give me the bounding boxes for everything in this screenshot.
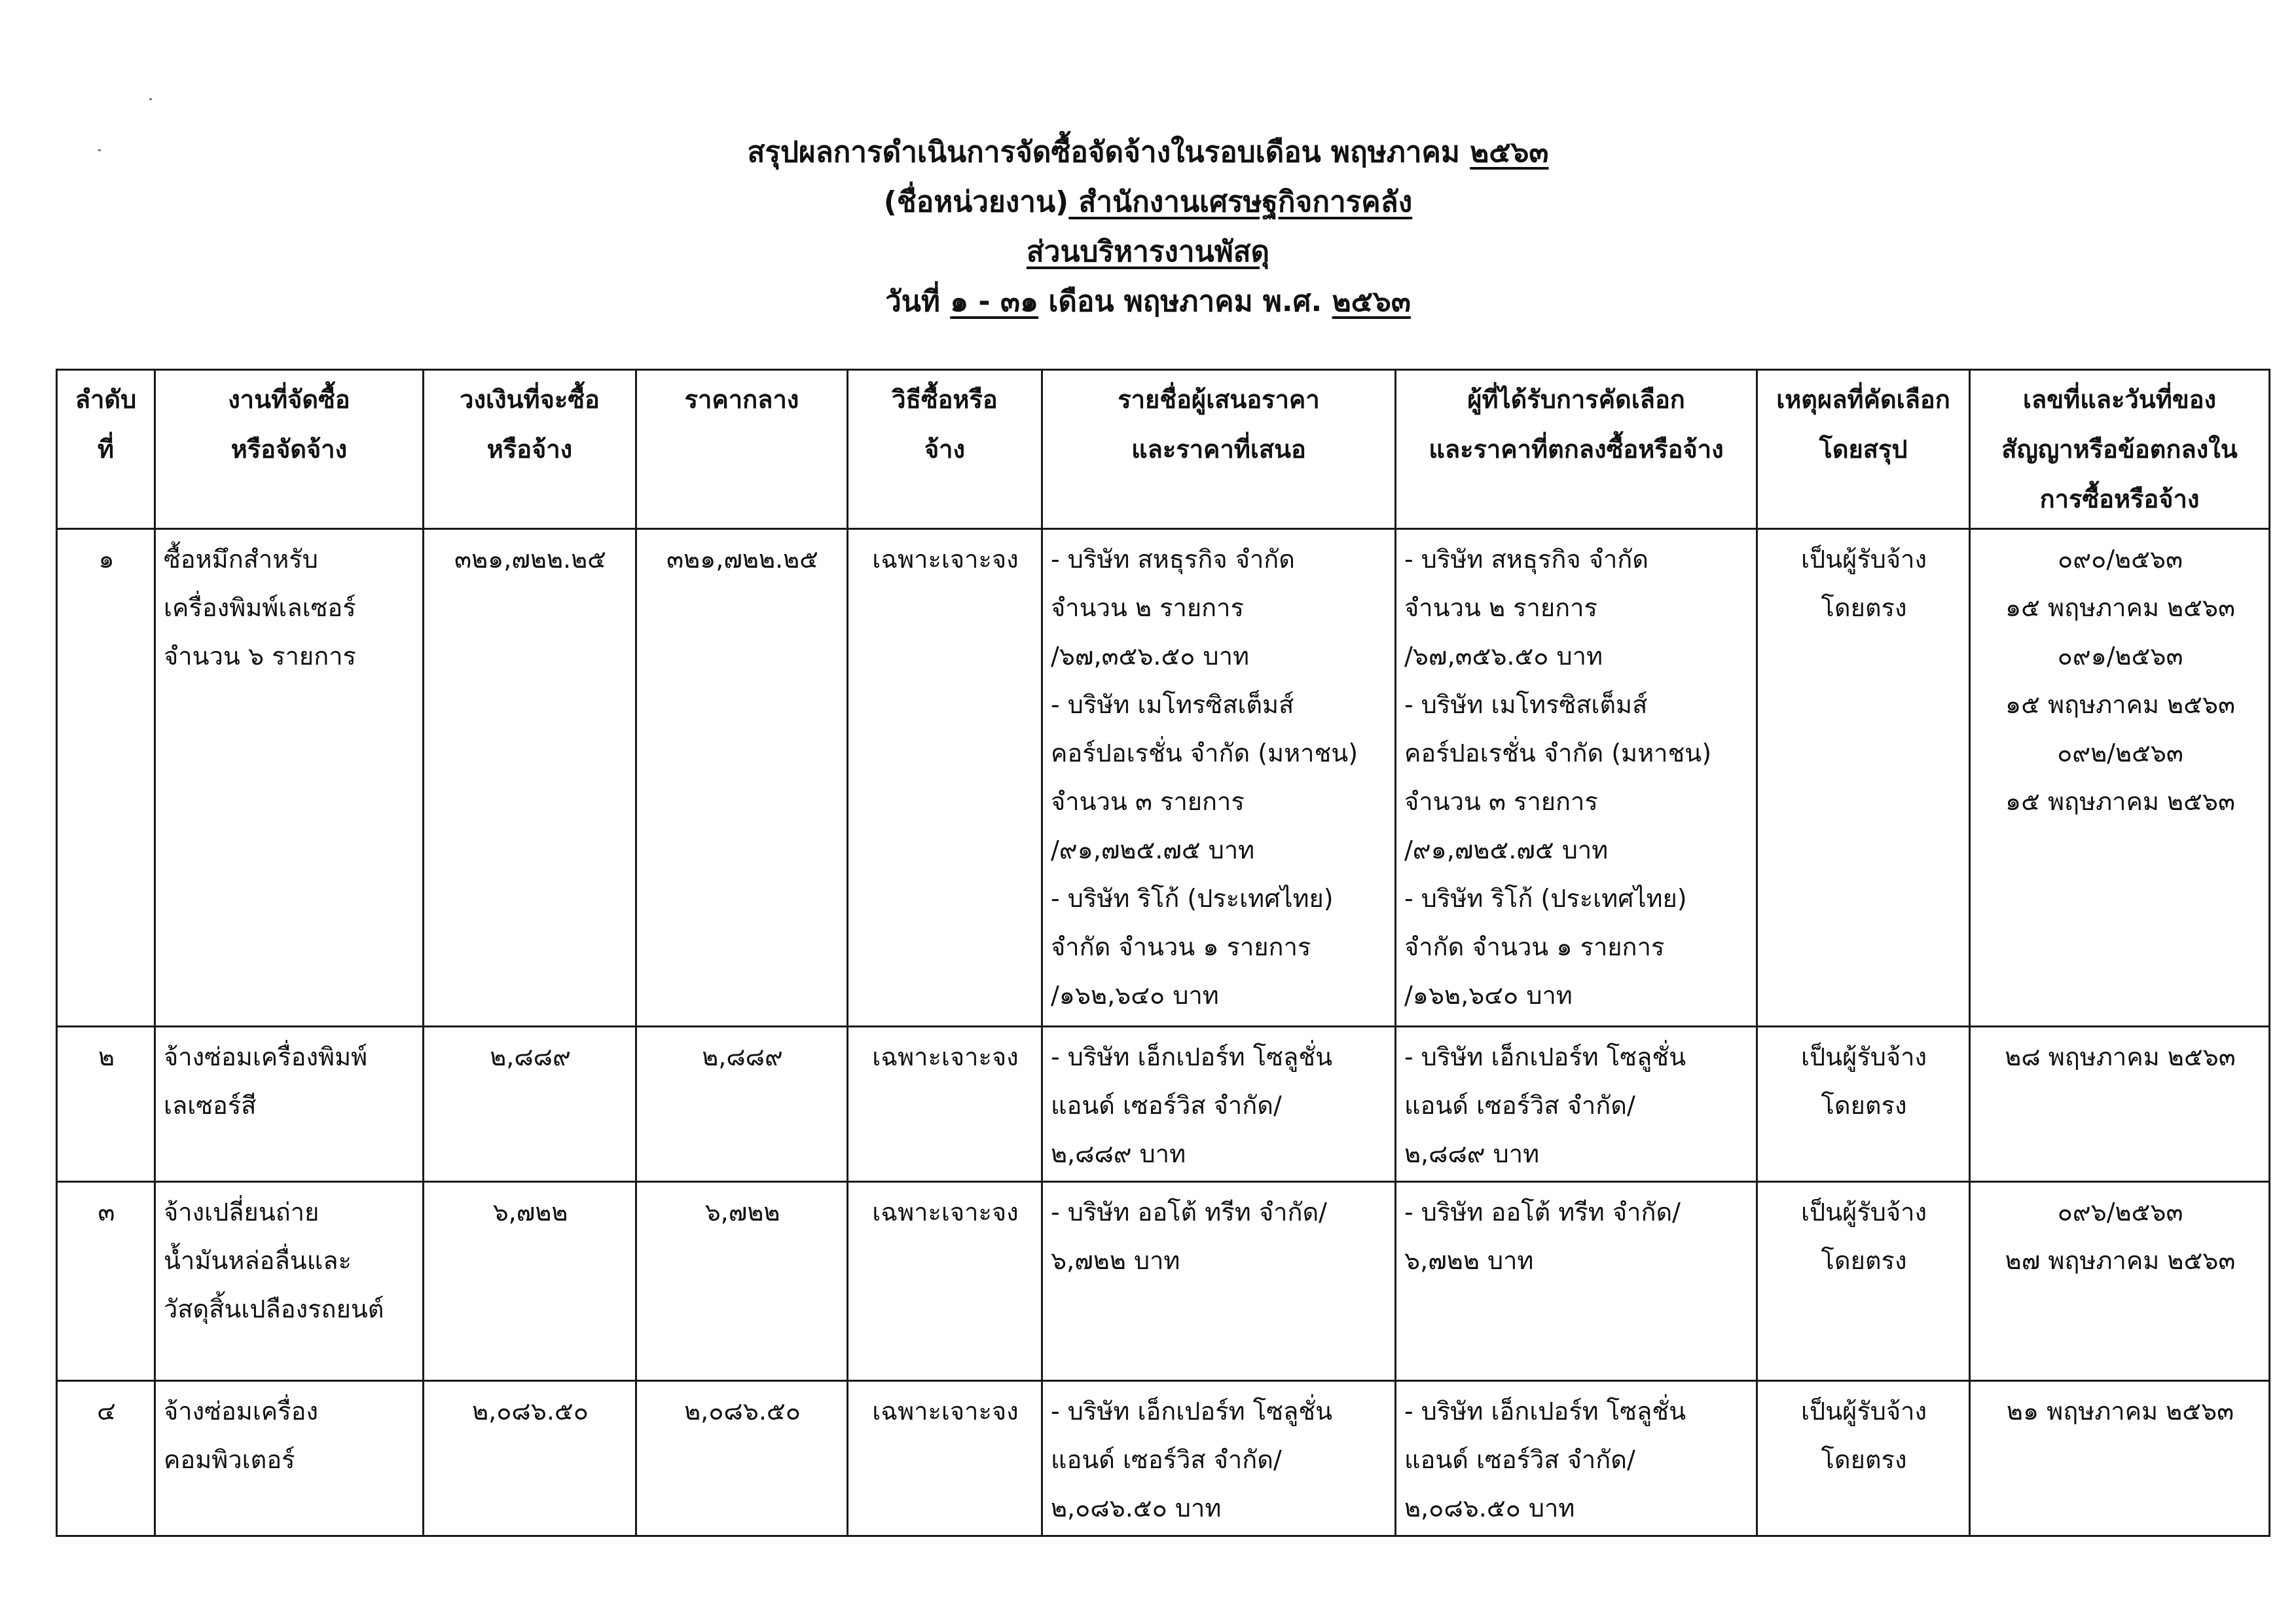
row-contract (1970, 1182, 2270, 1381)
cell-line: ซื้อหมึกสำหรับ (164, 545, 318, 574)
header-line: เลขที่และวันที่ของ (2022, 385, 2217, 414)
cell-line: คอร์ปอเรชั่น จำกัด (มหาชน) (1051, 739, 1358, 767)
date-year: ๒๕๖๓ (1332, 285, 1411, 318)
date-label: วันที่ (885, 285, 951, 318)
row-no: ๑ (57, 529, 155, 1027)
row-method: เฉพาะเจาะจง (848, 1182, 1042, 1381)
table-row (57, 1182, 2270, 1381)
header-line: รายชื่อผู้เสนอราคา (1118, 385, 1320, 414)
header-budget (424, 370, 636, 529)
row-reason (1757, 529, 1970, 1027)
cell-line: /๙๑,๗๒๕.๗๕ บาท (1051, 836, 1255, 864)
row-method: เฉพาะเจาะจง (848, 1027, 1042, 1182)
header-line: หรือจ้าง (486, 435, 573, 464)
header-row (57, 370, 2270, 529)
cell-line: - บริษัท ริโก้ (ประเทศไทย) (1051, 884, 1334, 913)
cell-line: ๒,๘๘๙ บาท (1051, 1139, 1186, 1168)
cell-line: - บริษัท เอ็กเปอร์ท โซลูชั่น (1404, 1397, 1686, 1426)
cell-line: - บริษัท เอ็กเปอร์ท โซลูชั่น (1051, 1043, 1333, 1071)
row-budget: ๒,๐๘๖.๕๐ (424, 1381, 636, 1536)
cell-line: ๐๙๑/๒๕๖๓ (2057, 642, 2183, 671)
cell-line: แอนด์ เซอร์วิส จำกัด/ (1404, 1445, 1635, 1474)
cell-line: - บริษัท ออโต้ ทรีท จำกัด/ (1051, 1198, 1327, 1227)
cell-line: แอนด์ เซอร์วิส จำกัด/ (1051, 1091, 1282, 1120)
agency-name: สำนักงานเศรษฐกิจการคลัง (1068, 185, 1413, 219)
cell-line: ๒๑ พฤษภาคม ๒๕๖๓ (2006, 1397, 2234, 1426)
row-bidders (1042, 1381, 1396, 1536)
row-bidders (1042, 1027, 1396, 1182)
division-name: ส่วนบริหารงานพัสดุ (1026, 235, 1270, 268)
cell-line: จำนวน ๒ รายการ (1404, 593, 1597, 622)
cell-line: จำกัด จำนวน ๑ รายการ (1051, 932, 1311, 961)
cell-line: โดยตรง (1821, 1445, 1907, 1474)
cell-line: จำนวน ๓ รายการ (1404, 787, 1598, 816)
header-line: วิธีซื้อหรือ (892, 385, 998, 414)
title-line-1 (0, 128, 2296, 177)
table-row (57, 1381, 2270, 1536)
row-method: เฉพาะเจาะจง (848, 1381, 1042, 1536)
cell-line: /๖๗,๓๕๖.๕๐ บาท (1051, 642, 1250, 671)
row-reason (1757, 1182, 1970, 1381)
row-winner (1396, 1027, 1757, 1182)
row-item (155, 1381, 424, 1536)
cell-line: /๖๗,๓๕๖.๕๐ บาท (1404, 642, 1603, 671)
header-bidders (1042, 370, 1396, 529)
date-range: ๑ - ๓๑ (950, 285, 1039, 318)
cell-line: ๐๙๖/๒๕๖๓ (2057, 1198, 2183, 1227)
cell-line: /๑๖๒,๖๔๐ บาท (1051, 981, 1219, 1010)
row-median: ๒,๘๘๙ (636, 1027, 848, 1182)
row-median: ๒,๐๘๖.๕๐ (636, 1381, 848, 1536)
cell-line: จำนวน ๓ รายการ (1051, 787, 1245, 816)
cell-line: ๖,๗๒๒ บาท (1404, 1246, 1534, 1275)
cell-line: ๒๘ พฤษภาคม ๒๕๖๓ (2005, 1043, 2236, 1071)
cell-line: เป็นผู้รับจ้าง (1800, 1043, 1927, 1071)
header-line: หรือจัดจ้าง (230, 435, 348, 464)
cell-line: ๒๗ พฤษภาคม ๒๕๖๓ (2005, 1246, 2236, 1275)
cell-line: จำนวน ๒ รายการ (1051, 593, 1244, 622)
table-row (57, 529, 2270, 1027)
row-no: ๒ (57, 1027, 155, 1182)
cell-line: โดยตรง (1821, 1091, 1907, 1120)
document-title-block (0, 128, 2296, 327)
title-line-4 (0, 277, 2296, 327)
cell-line: น้ำมันหล่อลื่นและ (164, 1246, 352, 1275)
cell-line: ๐๙๐/๒๕๖๓ (2058, 545, 2183, 574)
cell-line: /๙๑,๗๒๕.๗๕ บาท (1404, 836, 1609, 864)
row-winner (1396, 529, 1757, 1027)
cell-line: - บริษัท เมโทรซิสเต็มส์ (1051, 690, 1294, 719)
cell-line: แอนด์ เซอร์วิส จำกัด/ (1404, 1091, 1635, 1120)
cell-line: เป็นผู้รับจ้าง (1800, 1198, 1927, 1227)
cell-line: เป็นผู้รับจ้าง (1800, 1397, 1927, 1426)
header-line: ผู้ที่ได้รับการคัดเลือก (1467, 385, 1685, 414)
row-no: ๔ (57, 1381, 155, 1536)
cell-line: จำกัด จำนวน ๑ รายการ (1404, 932, 1665, 961)
cell-line: ๒,๐๘๖.๕๐ บาท (1051, 1494, 1222, 1522)
cell-line: ๒,๘๘๙ บาท (1404, 1139, 1540, 1168)
cell-line: - บริษัท เอ็กเปอร์ท โซลูชั่น (1404, 1043, 1686, 1071)
header-line: โดยสรุป (1819, 435, 1908, 464)
agency-label: (ชื่อหน่วยงาน) (883, 185, 1069, 219)
row-budget: ๓๒๑,๗๒๒.๒๕ (424, 529, 636, 1027)
cell-line: /๑๖๒,๖๔๐ บาท (1404, 981, 1573, 1010)
cell-line: วัสดุสิ้นเปลืองรถยนต์ (164, 1295, 384, 1323)
header-line: งานที่จัดซื้อ (228, 385, 350, 414)
header-line: การซื้อหรือจ้าง (2039, 485, 2200, 513)
cell-line: - บริษัท ริโก้ (ประเทศไทย) (1404, 884, 1687, 913)
cell-line: - บริษัท ออโต้ ทรีท จำกัด/ (1404, 1198, 1681, 1227)
row-winner (1396, 1182, 1757, 1381)
title-line-2 (0, 177, 2296, 227)
row-reason (1757, 1381, 1970, 1536)
cell-line: เครื่องพิมพ์เลเซอร์ (164, 593, 356, 622)
cell-line: ๐๙๒/๒๕๖๓ (2057, 739, 2183, 767)
header-line: จ้าง (924, 435, 966, 464)
cell-line: จ้างซ่อมเครื่อง (164, 1397, 319, 1426)
row-budget: ๖,๗๒๒ (424, 1182, 636, 1381)
header-line: สัญญาหรือข้อตกลงใน (2001, 435, 2238, 464)
cell-line: ๖,๗๒๒ บาท (1051, 1246, 1180, 1275)
header-reason (1757, 370, 1970, 529)
row-bidders (1042, 1182, 1396, 1381)
header-method (848, 370, 1042, 529)
row-contract (1970, 1381, 2270, 1536)
cell-line: คอมพิวเตอร์ (164, 1445, 295, 1474)
cell-line: จำนวน ๖ รายการ (164, 642, 356, 671)
procurement-table (56, 369, 2270, 1537)
row-bidders (1042, 529, 1396, 1027)
cell-line: ๒,๐๘๖.๕๐ บาท (1404, 1494, 1575, 1522)
title-line-3 (0, 227, 2296, 277)
cell-line: - บริษัท เอ็กเปอร์ท โซลูชั่น (1051, 1397, 1333, 1426)
header-line: เหตุผลที่คัดเลือก (1776, 385, 1950, 414)
cell-line: จ้างซ่อมเครื่องพิมพ์ (164, 1043, 368, 1071)
scan-speck (149, 98, 152, 100)
cell-line: ๑๕ พฤษภาคม ๒๕๖๓ (2005, 787, 2235, 816)
cell-line: เป็นผู้รับจ้าง (1800, 545, 1927, 574)
cell-line: - บริษัท สหธุรกิจ จำกัด (1404, 545, 1649, 574)
title-year: ๒๕๖๓ (1470, 136, 1549, 169)
month-label: เดือน พฤษภาคม พ.ศ. (1038, 285, 1332, 318)
row-median: ๖,๗๒๒ (636, 1182, 848, 1381)
cell-line: คอร์ปอเรชั่น จำกัด (มหาชน) (1404, 739, 1712, 767)
row-contract (1970, 529, 2270, 1027)
header-line: ที่ (97, 435, 115, 464)
row-item (155, 1027, 424, 1182)
row-budget: ๒,๘๘๙ (424, 1027, 636, 1182)
cell-line: - บริษัท เมโทรซิสเต็มส์ (1404, 690, 1648, 719)
header-winner (1396, 370, 1757, 529)
header-line: ลำดับ (75, 385, 137, 414)
cell-line: - บริษัท สหธุรกิจ จำกัด (1051, 545, 1295, 574)
cell-line: แอนด์ เซอร์วิส จำกัด/ (1051, 1445, 1282, 1474)
row-method: เฉพาะเจาะจง (848, 529, 1042, 1027)
row-median: ๓๒๑,๗๒๒.๒๕ (636, 529, 848, 1027)
row-item (155, 1182, 424, 1381)
title-text: สรุปผลการดำเนินการจัดซื้อจัดจ้างในรอบเดือน พฤษภาคม (747, 136, 1470, 169)
header-contract (1970, 370, 2270, 529)
row-contract (1970, 1027, 2270, 1182)
cell-line: จ้างเปลี่ยนถ่าย (164, 1198, 319, 1227)
row-no: ๓ (57, 1182, 155, 1381)
row-reason (1757, 1027, 1970, 1182)
row-winner (1396, 1381, 1757, 1536)
cell-line: ๑๕ พฤษภาคม ๒๕๖๓ (2005, 593, 2235, 622)
cell-line: โดยตรง (1821, 593, 1907, 622)
header-line: และราคาที่ตกลงซื้อหรือจ้าง (1429, 435, 1724, 464)
cell-line: เลเซอร์สี (164, 1091, 257, 1120)
cell-line: ๑๕ พฤษภาคม ๒๕๖๓ (2005, 690, 2235, 719)
header-median (636, 370, 848, 529)
header-item (155, 370, 424, 529)
cell-line: โดยตรง (1821, 1246, 1907, 1275)
header-line: วงเงินที่จะซื้อ (460, 385, 600, 414)
header-line: และราคาที่เสนอ (1131, 435, 1306, 464)
table-row (57, 1027, 2270, 1182)
header-no (57, 370, 155, 529)
row-item (155, 529, 424, 1027)
header-line: ราคากลาง (684, 385, 799, 414)
